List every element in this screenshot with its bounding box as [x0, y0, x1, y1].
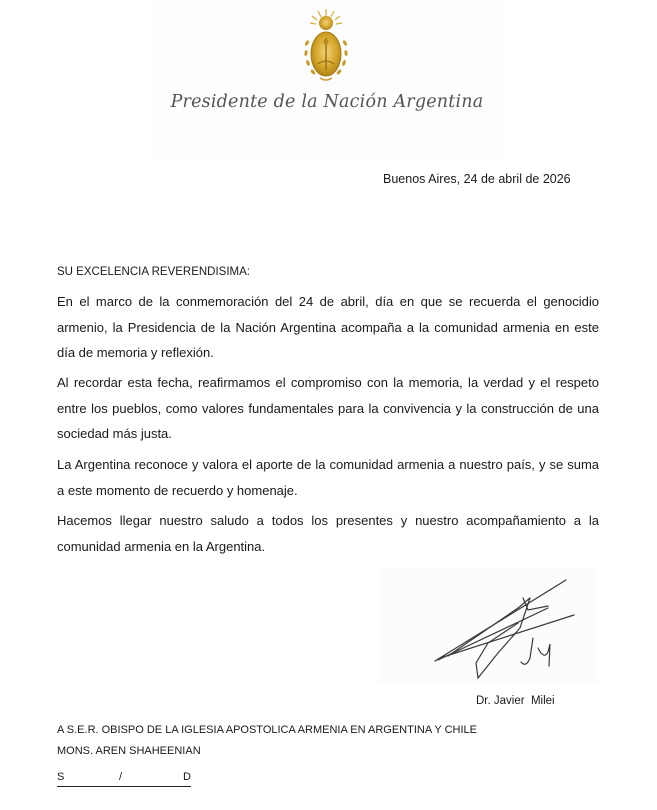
letterhead-title: Presidente de la Nación Argentina — [170, 92, 484, 112]
paragraph-2: Al recordar esta fecha, reafirmamos el compromiso con la memoria, la verdad y el respeto entre los pueblos, como valores fundamentales para la convivencia y la construcción de una sociedad más justa. — [57, 375, 599, 441]
handwritten-signature-icon — [378, 568, 598, 683]
paragraph-3: La Argentina reconoce y valora el aporte de la comunidad armenia a nuestro país, y se suma a este momento de recuerdo y homenaje. — [57, 457, 599, 498]
sd-s: S — [57, 771, 65, 783]
salutation: SU EXCELENCIA REVERENDISIMA: — [57, 266, 250, 278]
sd-slash: / — [119, 771, 123, 783]
date-line: Buenos Aires, 24 de abril de 2026 — [383, 172, 571, 186]
sd-line — [57, 771, 191, 787]
letterhead — [152, 0, 502, 158]
sd-d: D — [183, 771, 191, 783]
recipient-title: A S.E.R. OBISPO DE LA IGLESIA APOSTOLICA ARMENIA EN ARGENTINA Y CHILE — [57, 724, 477, 736]
signature-area — [378, 568, 598, 683]
signer-name: Dr. Javier Milei — [476, 695, 555, 707]
argentina-coat-of-arms-icon — [300, 8, 352, 88]
paragraph-1: En el marco de la conmemoración del 24 de abril, día en que se recuerda el genocidio armenio, la Presidencia de la Nación Argentina acompaña a la comunidad armenia en este día de memoria y reflexión. — [57, 294, 599, 360]
paragraph-4: Hacemos llegar nuestro saludo a todos los presentes y nuestro acompañamiento a la comunidad armenia en la Argentina. — [57, 513, 599, 554]
recipient-name: MONS. AREN SHAHEENIAN — [57, 745, 201, 757]
